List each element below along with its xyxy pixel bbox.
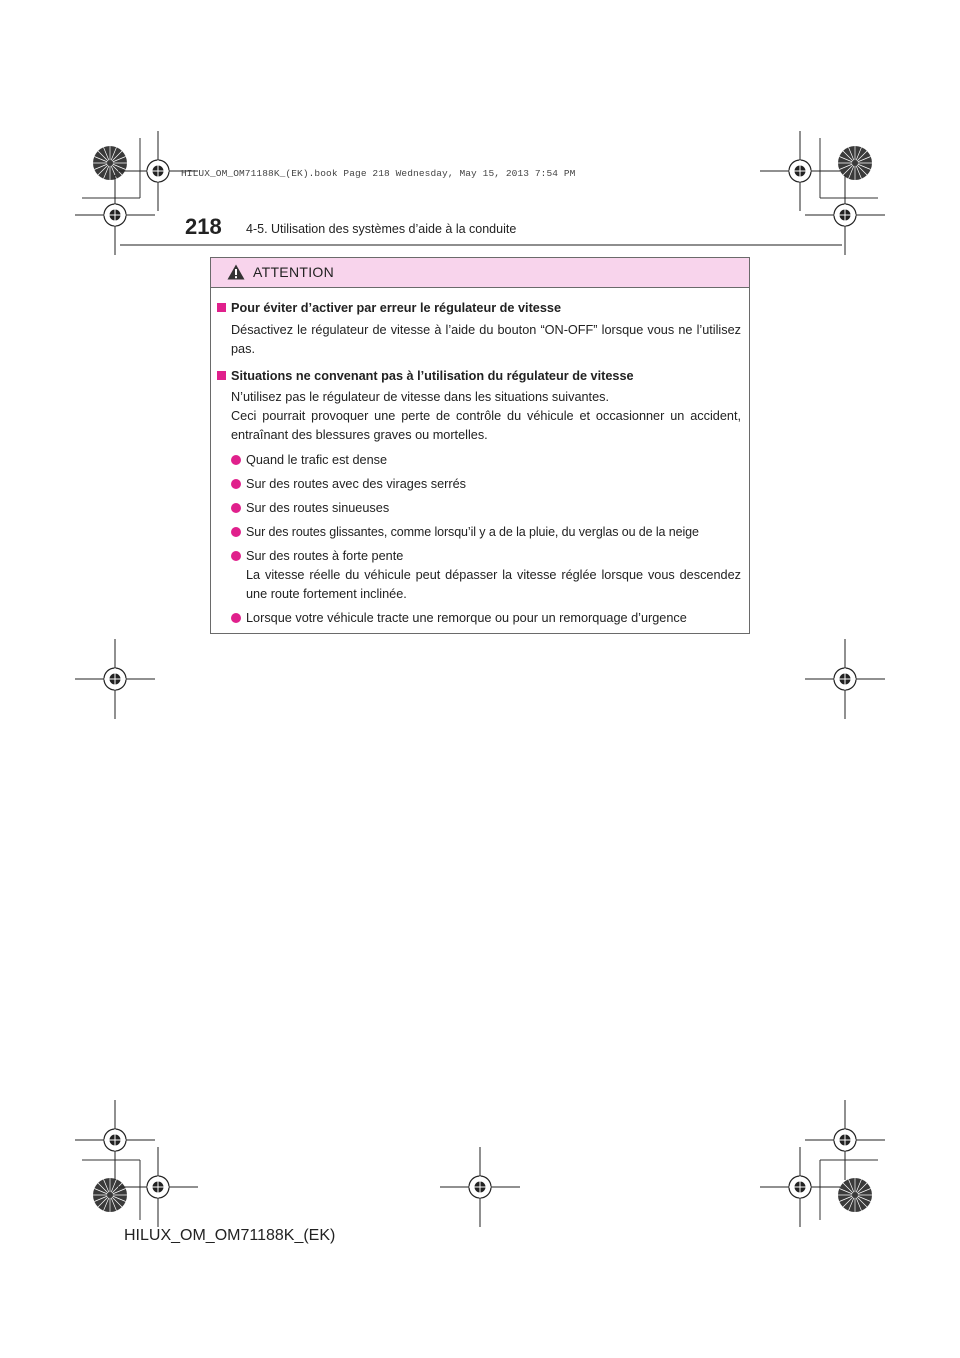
item-text: N’utilisez pas le régulateur de vitesse dans les situations suivantes. [231,390,610,404]
list-item: Quand le trafic est dense [231,451,741,470]
item-heading: Situations ne convenant pas à l’utilisation du régulateur de vitesse [217,367,741,386]
manual-code: HILUX_OM_OM71188K_(EK) [124,1227,336,1244]
item-heading: Pour éviter d’activer par erreur le régulateur de vitesse [217,299,741,318]
round-bullet-icon [231,479,241,489]
square-bullet-icon [217,371,226,380]
round-bullet-icon [231,503,241,513]
warning-triangle-icon [227,264,245,280]
list-item: Sur des routes glissantes, comme lorsqu’il y a de la pluie, du verglas ou de la neige [231,523,741,542]
page-number: 218 [185,214,222,239]
list-item: Sur des routes avec des virages serrés [231,475,741,494]
list-item: Sur des routes à forte pente La vitesse réelle du véhicule peut dépasser la vitesse réglée lorsque vous descendez une route fortement inclinée. [231,547,741,604]
warning-box [210,257,750,634]
list-item: Lorsque votre véhicule tracte une remorque ou pour un remorquage d’urgence [231,609,741,628]
warning-body [211,288,749,628]
warning-header [211,258,749,288]
round-bullet-icon [231,455,241,465]
header-rule [120,244,842,246]
bullet-list [217,451,741,628]
warning-title: ATTENTION [253,264,334,280]
round-bullet-icon [231,551,241,561]
item-text: Ceci pourrait provoquer une perte de contrôle du véhicule et occasionner un accident, entraînant des blessures graves ou mortelles. [231,409,741,442]
round-bullet-icon [231,613,241,623]
section-title: 4-5. Utilisation des systèmes d’aide à la conduite [246,222,517,236]
file-stamp: HILUX_OM_OM71188K_(EK).book Page 218 Wednesday, May 15, 2013 7:54 PM [181,168,576,179]
square-bullet-icon [217,303,226,312]
list-item: Sur des routes sinueuses [231,499,741,518]
item-text: Désactivez le régulateur de vitesse à l’aide du bouton “ON-OFF” lorsque vous ne l’utilisez pas. [231,323,741,356]
round-bullet-icon [231,527,241,537]
